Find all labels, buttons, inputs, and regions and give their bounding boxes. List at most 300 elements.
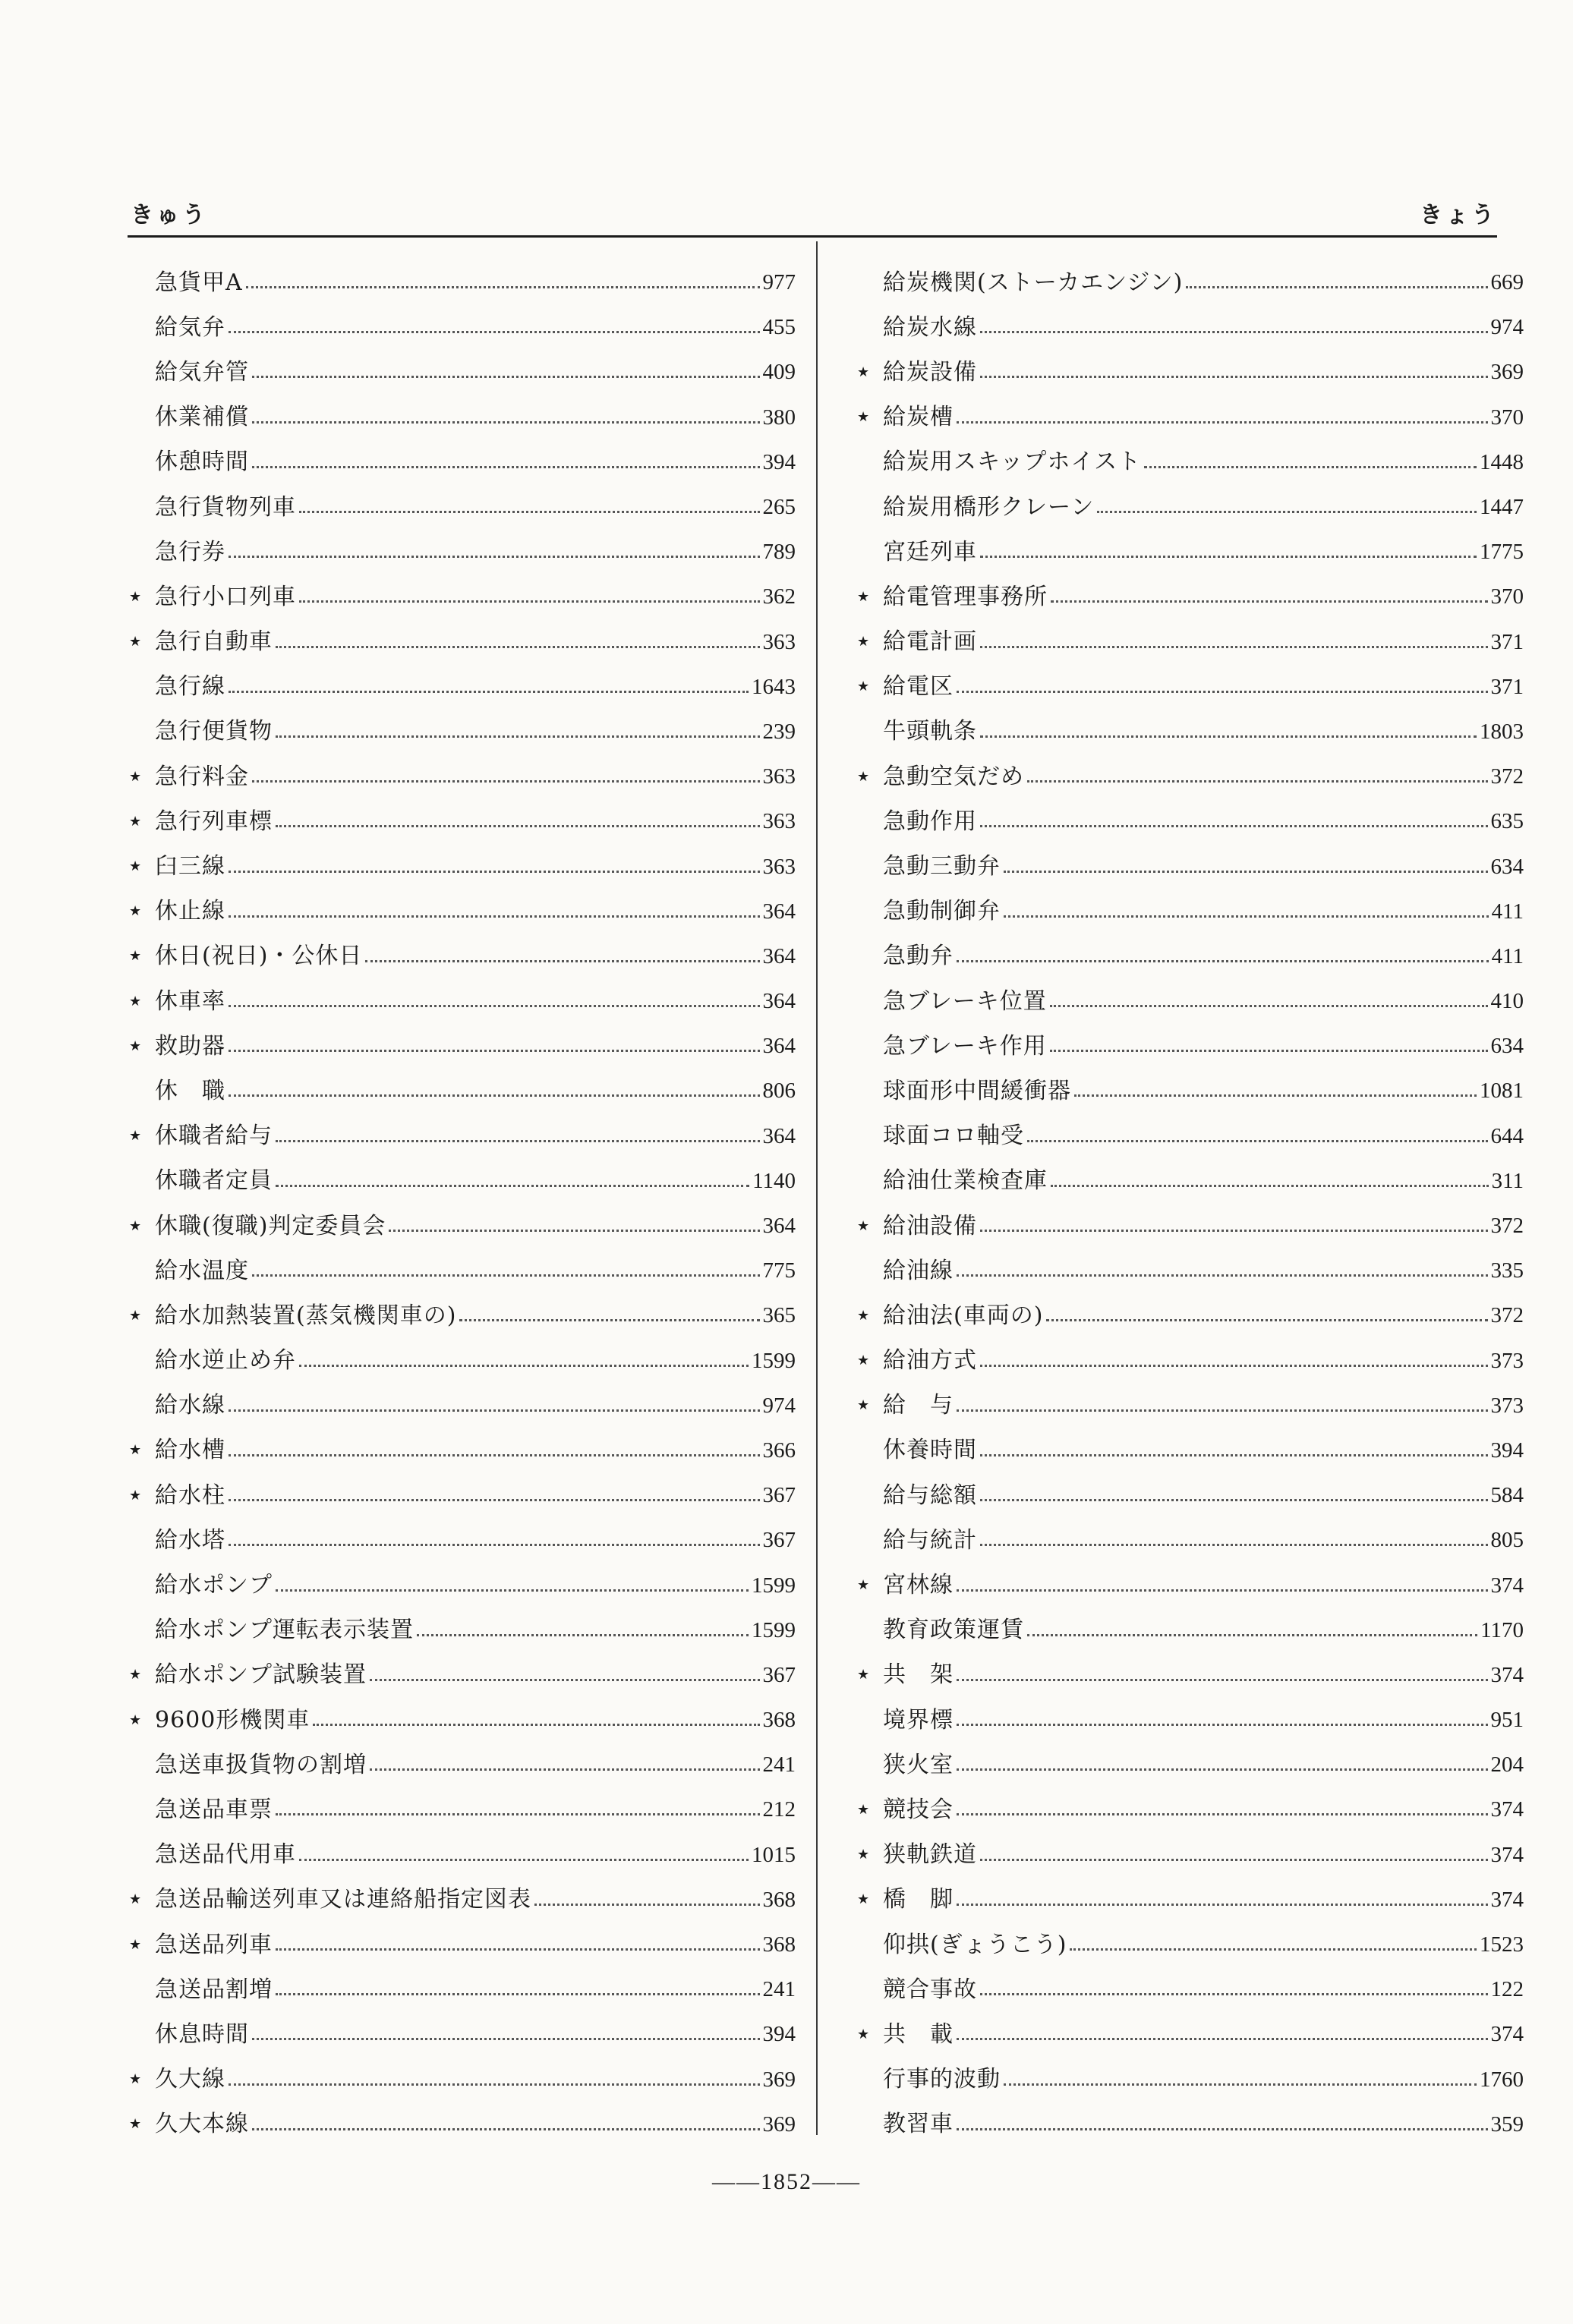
- dot-leader: [252, 2128, 760, 2130]
- dot-leader: [276, 735, 760, 738]
- page-reference: 806: [762, 1079, 796, 1104]
- index-entry: [128, 979, 796, 1024]
- index-entry: [128, 305, 796, 350]
- dot-leader: [370, 1768, 760, 1771]
- star-mark: ★: [129, 1891, 142, 1908]
- index-entry: [856, 799, 1524, 844]
- star-mark: ★: [129, 768, 142, 785]
- page-reference: 634: [1490, 854, 1524, 879]
- index-entry: [128, 844, 796, 889]
- dot-leader: [299, 1859, 749, 1861]
- dot-leader: [1074, 1094, 1477, 1097]
- index-term: 給与統計: [883, 1526, 977, 1554]
- dot-leader: [1097, 511, 1477, 513]
- page-reference: 1775: [1480, 540, 1524, 565]
- index-entry: [128, 1384, 796, 1428]
- index-entry: [856, 1878, 1524, 1922]
- index-term: 給水加熱装置(蒸気機関車の): [155, 1302, 457, 1329]
- page-reference: 239: [762, 719, 796, 744]
- page-reference: 974: [762, 1393, 796, 1418]
- index-entry: [128, 1114, 796, 1159]
- dot-leader: [1004, 871, 1488, 873]
- index-term: 共 架: [883, 1661, 954, 1689]
- dot-leader: [459, 1319, 759, 1321]
- index-entry: [128, 1833, 796, 1878]
- star-mark: ★: [857, 1847, 870, 1863]
- dot-leader: [229, 1094, 760, 1097]
- index-entry: [128, 799, 796, 844]
- star-mark: ★: [129, 2116, 142, 2133]
- index-term: 給気弁: [155, 313, 225, 341]
- page-reference: 371: [1490, 629, 1524, 654]
- dot-leader: [1050, 1050, 1488, 1052]
- page-reference: 374: [1490, 1887, 1524, 1912]
- index-term: 競合事故: [883, 1976, 977, 2003]
- index-term: 狭火室: [883, 1751, 954, 1778]
- index-entry: [856, 890, 1524, 934]
- index-term: 休日(祝日)・公休日: [155, 943, 363, 970]
- star-mark: ★: [857, 1397, 870, 1414]
- index-term: 急動空気だめ: [883, 763, 1024, 790]
- page-reference: 241: [762, 1977, 796, 2002]
- page-reference: 369: [762, 2067, 796, 2092]
- index-entry: [856, 1653, 1524, 1698]
- index-entry: [128, 1653, 796, 1698]
- page-reference: 368: [762, 1932, 796, 1957]
- page-reference: 1140: [752, 1168, 796, 1193]
- index-term: 久大線: [155, 2066, 225, 2093]
- index-entry: [856, 440, 1524, 485]
- index-entry: [856, 1159, 1524, 1204]
- index-entry: [128, 485, 796, 530]
- index-term: 急送品車票: [155, 1796, 273, 1823]
- dot-leader: [957, 1768, 1488, 1771]
- index-entry: [856, 1833, 1524, 1878]
- star-mark: ★: [129, 1038, 142, 1054]
- page-reference: 394: [1490, 1438, 1524, 1463]
- dot-leader: [957, 421, 1488, 424]
- dot-leader: [276, 1948, 760, 1951]
- dot-leader: [313, 1724, 759, 1726]
- page-reference: 380: [762, 405, 796, 430]
- index-term: 急ブレーキ位置: [883, 987, 1047, 1015]
- index-entry: [856, 1293, 1524, 1338]
- page-reference: 370: [1490, 584, 1524, 609]
- dot-leader: [229, 691, 749, 693]
- index-entry: [856, 934, 1524, 979]
- left-index-column: [128, 260, 796, 2147]
- dot-leader: [229, 2083, 760, 2086]
- index-entry: [856, 1473, 1524, 1518]
- page-reference: 644: [1490, 1123, 1524, 1148]
- index-term: 給水柱: [155, 1482, 225, 1509]
- index-term: 共 載: [883, 2020, 954, 2048]
- dot-leader: [1186, 286, 1487, 288]
- index-term: 救助器: [155, 1032, 225, 1060]
- dot-leader: [276, 1813, 760, 1815]
- page-reference: 364: [762, 1034, 796, 1059]
- dot-leader: [980, 735, 1477, 738]
- index-entry: [128, 1518, 796, 1563]
- dot-leader: [957, 2128, 1488, 2130]
- index-term: 急送車扱貨物の割増: [155, 1751, 367, 1778]
- star-mark: ★: [129, 1667, 142, 1683]
- index-term: 競技会: [883, 1796, 954, 1823]
- index-term: 給炭水線: [883, 313, 977, 341]
- dot-leader: [229, 1005, 760, 1007]
- index-term: 給電区: [883, 673, 954, 701]
- dot-leader: [957, 1679, 1488, 1681]
- index-term: 給電管理事務所: [883, 583, 1048, 610]
- index-entry: [128, 1878, 796, 1922]
- page-reference: 204: [1490, 1752, 1524, 1778]
- index-term: 行事的波動: [883, 2066, 1001, 2093]
- page-reference: 368: [762, 1887, 796, 1912]
- dot-leader: [276, 1185, 749, 1187]
- page-reference: 411: [1491, 943, 1524, 968]
- star-mark: ★: [129, 1487, 142, 1504]
- page-reference: 394: [762, 2022, 796, 2047]
- page-reference: 362: [762, 584, 796, 609]
- index-entry: [128, 1698, 796, 1743]
- index-term: 急動作用: [883, 808, 977, 835]
- star-mark: ★: [129, 948, 142, 965]
- star-mark: ★: [857, 409, 870, 426]
- index-entry: [856, 530, 1524, 575]
- index-term: 休職者定員: [155, 1167, 273, 1195]
- index-entry: [128, 934, 796, 979]
- index-term: 給与総額: [883, 1482, 977, 1509]
- dot-leader: [229, 1544, 760, 1546]
- page-reference: 364: [762, 1123, 796, 1148]
- star-mark: ★: [857, 1801, 870, 1818]
- index-term: 教習車: [883, 2111, 954, 2138]
- index-entry: [128, 620, 796, 665]
- star-mark: ★: [129, 903, 142, 920]
- dot-leader: [229, 915, 760, 918]
- page-reference: 1170: [1480, 1617, 1524, 1642]
- star-mark: ★: [129, 1307, 142, 1324]
- index-term: 9600形機関車: [155, 1706, 311, 1734]
- index-entry: [856, 350, 1524, 395]
- page-reference: 372: [1490, 764, 1524, 789]
- page-reference: 364: [762, 989, 796, 1014]
- index-term: 急行券: [155, 538, 225, 565]
- dot-leader: [980, 825, 1488, 827]
- index-entry: [856, 1428, 1524, 1473]
- page-reference: 1015: [752, 1842, 796, 1867]
- header-rule: [128, 235, 1497, 238]
- index-term: 境界標: [883, 1706, 954, 1734]
- page-reference: 374: [1490, 1573, 1524, 1598]
- dot-leader: [957, 2038, 1488, 2040]
- index-term: 急送品割増: [155, 1976, 273, 2003]
- index-term: 給水線: [155, 1392, 225, 1419]
- page-reference: 805: [1490, 1528, 1524, 1553]
- page-reference: 977: [762, 270, 796, 295]
- index-term: 給水逆止め弁: [155, 1347, 296, 1375]
- dot-leader: [276, 1993, 760, 1995]
- index-entry: [128, 1204, 796, 1249]
- index-entry: [856, 1069, 1524, 1113]
- page-reference: 374: [1490, 1842, 1524, 1867]
- star-mark: ★: [857, 364, 870, 380]
- index-term: 休養時間: [883, 1437, 977, 1464]
- index-entry: [856, 1787, 1524, 1832]
- page-reference: 951: [1490, 1708, 1524, 1733]
- page-reference: 363: [762, 629, 796, 654]
- dot-leader: [229, 1454, 760, 1456]
- index-entry: [856, 1518, 1524, 1563]
- page-reference: 364: [762, 1214, 796, 1239]
- index-term: 給水ポンプ: [155, 1572, 273, 1599]
- dot-leader: [252, 376, 760, 378]
- page-reference: 363: [762, 809, 796, 834]
- page-reference: 335: [1490, 1258, 1524, 1283]
- dot-leader: [1027, 1634, 1477, 1636]
- index-entry: [856, 2012, 1524, 2057]
- index-term: 急動弁: [883, 943, 954, 970]
- index-entry: [856, 1114, 1524, 1159]
- page-reference: 1523: [1480, 1932, 1524, 1957]
- index-term: 急行列車標: [155, 808, 273, 835]
- star-mark: ★: [129, 1936, 142, 1953]
- index-term: 休車率: [155, 987, 225, 1015]
- index-entry: [128, 1563, 796, 1608]
- dot-leader: [276, 1140, 760, 1142]
- index-entry: [856, 1204, 1524, 1249]
- dot-leader: [389, 1230, 759, 1232]
- dot-leader: [1027, 780, 1488, 783]
- page-reference: 1447: [1480, 495, 1524, 520]
- index-entry: [128, 350, 796, 395]
- index-entry: [856, 1608, 1524, 1653]
- index-entry: [856, 2102, 1524, 2147]
- index-term: 給油方式: [883, 1347, 977, 1375]
- dot-leader: [1027, 1140, 1488, 1142]
- index-entry: [128, 710, 796, 754]
- index-term: 球面コロ軸受: [883, 1123, 1024, 1150]
- index-entry: [128, 395, 796, 440]
- index-entry: [128, 1339, 796, 1384]
- page-reference: 367: [762, 1662, 796, 1687]
- index-entry: [128, 2012, 796, 2057]
- page-reference: 241: [762, 1752, 796, 1778]
- index-term: 給炭用橋形クレーン: [883, 493, 1095, 521]
- dot-leader: [957, 1589, 1488, 1592]
- index-entry: [856, 1967, 1524, 2012]
- dot-leader: [252, 1274, 760, 1277]
- index-term: 給電計画: [883, 628, 977, 656]
- index-entry: [856, 1249, 1524, 1293]
- page-reference: 122: [1490, 1977, 1524, 2002]
- page-reference: 373: [1490, 1393, 1524, 1418]
- dot-leader: [957, 960, 1489, 962]
- page-reference: 371: [1490, 674, 1524, 699]
- index-entry: [856, 1563, 1524, 1608]
- page-reference: 789: [762, 540, 796, 565]
- page-reference: 1803: [1480, 719, 1524, 744]
- dot-leader: [980, 1544, 1488, 1546]
- dot-leader: [980, 376, 1488, 378]
- page-reference: 374: [1490, 1662, 1524, 1687]
- index-term: 給炭槽: [883, 404, 954, 431]
- index-term: 急送品列車: [155, 1931, 273, 1958]
- dot-leader: [1004, 2083, 1477, 2086]
- index-term: 宮廷列車: [883, 538, 977, 565]
- dot-leader: [252, 466, 760, 468]
- index-term: 教育政策運賃: [883, 1617, 1024, 1644]
- page-reference: 1448: [1480, 449, 1524, 474]
- index-entry: [128, 890, 796, 934]
- page-reference: 265: [762, 495, 796, 520]
- dot-leader: [980, 556, 1477, 558]
- index-term: 急行貨物列車: [155, 493, 296, 521]
- dot-leader: [252, 780, 760, 783]
- page-reference: 367: [762, 1483, 796, 1508]
- page-reference: 669: [1490, 270, 1524, 295]
- index-entry: [128, 2102, 796, 2147]
- page-reference: 372: [1490, 1214, 1524, 1239]
- page-reference: 365: [762, 1303, 796, 1328]
- page-reference: 374: [1490, 2022, 1524, 2047]
- dot-leader: [229, 1499, 760, 1501]
- index-entry: [128, 1967, 796, 2012]
- page-reference: 1081: [1480, 1079, 1524, 1104]
- right-index-column: [856, 260, 1524, 2147]
- index-entry: [856, 844, 1524, 889]
- page-reference: 1643: [752, 674, 796, 699]
- page-reference: 369: [762, 2111, 796, 2137]
- index-term: 休職(復職)判定委員会: [155, 1212, 386, 1239]
- index-entry: [856, 395, 1524, 440]
- page-reference: 370: [1490, 405, 1524, 430]
- dot-leader: [276, 1589, 749, 1592]
- page-reference: 311: [1491, 1168, 1524, 1193]
- dot-leader: [1144, 466, 1477, 468]
- page-reference: 373: [1490, 1348, 1524, 1373]
- page-reference: 212: [762, 1797, 796, 1822]
- star-mark: ★: [129, 588, 142, 605]
- index-term: 急貨甲A: [155, 269, 243, 296]
- index-entry: [856, 620, 1524, 665]
- star-mark: ★: [129, 1128, 142, 1145]
- dot-leader: [365, 960, 759, 962]
- page-reference: 1599: [752, 1348, 796, 1373]
- star-mark: ★: [857, 1353, 870, 1369]
- star-mark: ★: [857, 768, 870, 785]
- page-reference: 1599: [752, 1573, 796, 1598]
- index-term: 休業補償: [155, 404, 249, 431]
- star-mark: ★: [857, 1217, 870, 1234]
- index-term: 宮林線: [883, 1572, 954, 1599]
- star-mark: ★: [129, 993, 142, 1009]
- index-entry: [128, 1249, 796, 1293]
- page-reference: 363: [762, 764, 796, 789]
- index-entry: [128, 1787, 796, 1832]
- index-entry: [128, 440, 796, 485]
- index-entry: [856, 1384, 1524, 1428]
- page-reference: 364: [762, 943, 796, 968]
- page-reference: 1760: [1480, 2067, 1524, 2092]
- index-term: 休息時間: [155, 2020, 249, 2048]
- dot-leader: [229, 556, 760, 558]
- dot-leader: [980, 1365, 1488, 1367]
- index-entry: [856, 485, 1524, 530]
- page-reference: 1599: [752, 1617, 796, 1642]
- dot-leader: [980, 1230, 1488, 1232]
- dot-leader: [980, 1499, 1488, 1501]
- index-term: 休職者給与: [155, 1123, 273, 1150]
- index-term: 臼三線: [155, 853, 225, 880]
- dot-leader: [957, 1409, 1488, 1412]
- dot-leader: [957, 1813, 1488, 1815]
- index-entry: [128, 1922, 796, 1967]
- index-entry: [856, 2058, 1524, 2102]
- star-mark: ★: [129, 2071, 142, 2088]
- index-term: 急行便貨物: [155, 718, 273, 745]
- index-term: 仰拱(ぎょうこう): [883, 1931, 1067, 1958]
- index-term: 急ブレーキ作用: [883, 1032, 1047, 1060]
- index-entry: [856, 260, 1524, 305]
- page-reference: 411: [1491, 899, 1524, 924]
- page-reference: 367: [762, 1528, 796, 1553]
- index-term: 急動制御弁: [883, 898, 1001, 925]
- index-term: 給 与: [883, 1392, 954, 1419]
- index-term: 休止線: [155, 898, 225, 925]
- page-reference: 410: [1490, 989, 1524, 1014]
- dot-leader: [276, 825, 760, 827]
- index-term: 給水ポンプ運転表示装置: [155, 1617, 414, 1644]
- index-entry: [856, 1698, 1524, 1743]
- star-mark: ★: [857, 634, 870, 650]
- index-term: 急送品輸送列車又は連絡船指定図表: [155, 1886, 531, 1913]
- index-entry: [856, 1339, 1524, 1384]
- page-reference: 584: [1490, 1483, 1524, 1508]
- page-reference: 409: [762, 360, 796, 385]
- index-term: 給炭機関(ストーカエンジン): [883, 269, 1184, 296]
- index-entry: [856, 1743, 1524, 1787]
- column-divider: [816, 241, 818, 2135]
- index-term: 給油法(車両の): [883, 1302, 1044, 1329]
- index-entry: [128, 530, 796, 575]
- page-reference: 635: [1490, 809, 1524, 834]
- dot-leader: [252, 2038, 760, 2040]
- star-mark: ★: [129, 1217, 142, 1234]
- index-entry: [128, 1743, 796, 1787]
- index-entry: [128, 1608, 796, 1653]
- index-entry: [128, 1159, 796, 1204]
- index-term: 久大本線: [155, 2111, 249, 2138]
- dot-leader: [229, 1050, 760, 1052]
- page-reference: 775: [762, 1258, 796, 1283]
- dot-leader: [246, 286, 760, 288]
- dot-leader: [1070, 1948, 1477, 1951]
- index-term: 急行線: [155, 673, 225, 701]
- page-reference: 374: [1490, 1797, 1524, 1822]
- dot-leader: [1051, 1185, 1489, 1187]
- index-entry: [856, 305, 1524, 350]
- dot-leader: [299, 600, 760, 603]
- index-entry: [856, 575, 1524, 619]
- index-entry: [128, 1428, 796, 1473]
- index-entry: [856, 665, 1524, 710]
- index-term: 球面形中間緩衝器: [883, 1077, 1071, 1104]
- star-mark: ★: [857, 679, 870, 695]
- star-mark: ★: [129, 1712, 142, 1728]
- dot-leader: [1046, 1319, 1487, 1321]
- dot-leader: [229, 871, 760, 873]
